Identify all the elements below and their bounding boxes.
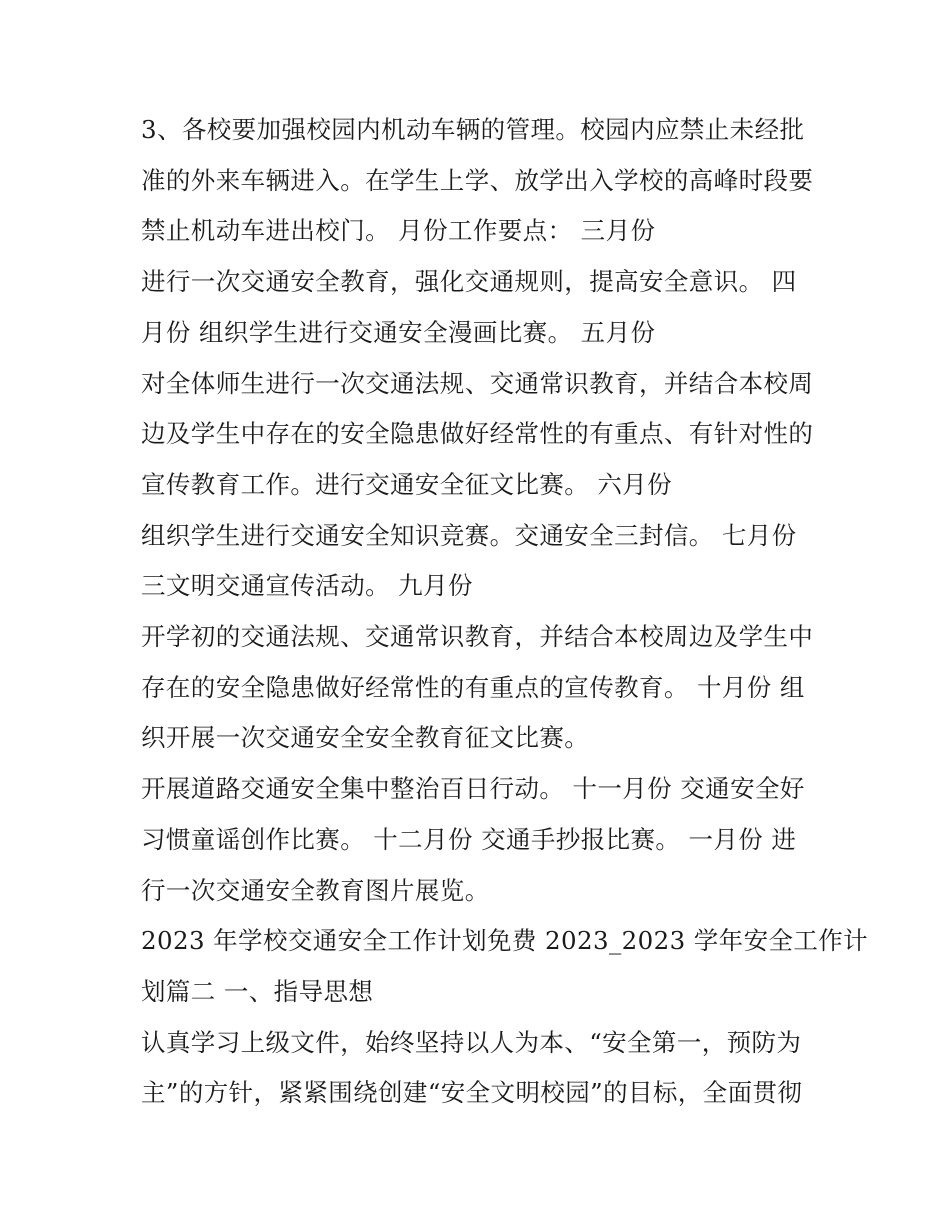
text-line: 认真学习上级文件，始终坚持以人为本、“安全第一，预防为 <box>141 1027 802 1057</box>
text-line: 三文明交通宣传活动。 九月份 <box>141 571 473 601</box>
text-line: 行一次交通安全教育图片展览。 <box>141 875 490 905</box>
text-line: 进行一次交通安全教育，强化交通规则，提高安全意识。 四 <box>141 267 797 297</box>
text-line: 宣传教育工作。进行交通安全征文比赛。 六月份 <box>141 469 673 499</box>
text-line: 开学初的交通法规、交通常识教育，并结合本校周边及学生中 <box>141 622 814 652</box>
text-line: 习惯童谣创作比赛。 十二月份 交通手抄报比赛。 一月份 进 <box>141 824 797 854</box>
text-line: 准的外来车辆进入。在学生上学、放学出入学校的高峰时段要 <box>141 165 814 195</box>
document-body <box>141 105 869 1119</box>
text-line: 禁止机动车进出校门。 月份工作要点： 三月份 <box>141 216 656 246</box>
text-line: 划篇二 一、指导思想 <box>141 976 374 1006</box>
text-line: 3、各校要加强校园内机动车辆的管理。校园内应禁止未经批 <box>141 115 805 144</box>
text-line: 组织学生进行交通安全知识竞赛。交通安全三封信。 七月份 <box>141 520 797 550</box>
text-line: 对全体师生进行一次交通法规、交通常识教育，并结合本校周 <box>141 368 814 398</box>
text-line: 织开展一次交通安全安全教育征文比赛。 <box>141 723 590 753</box>
text-line: 边及学生中存在的安全隐患做好经常性的有重点、有针对性的 <box>141 419 814 449</box>
text-line: 存在的安全隐患做好经常性的有重点的宣传教育。 十月份 组 <box>141 672 805 702</box>
text-line: 主”的方针，紧紧围绕创建“安全文明校园”的目标，全面贯彻 <box>141 1078 803 1108</box>
text-line: 2023 年学校交通安全工作计划免费 2023_2023 学年安全工作计 <box>141 926 869 956</box>
text-line: 开展道路交通安全集中整治百日行动。 十一月份 交通安全好 <box>141 774 805 804</box>
text-line: 月份 组织学生进行交通安全漫画比赛。 五月份 <box>141 317 656 347</box>
